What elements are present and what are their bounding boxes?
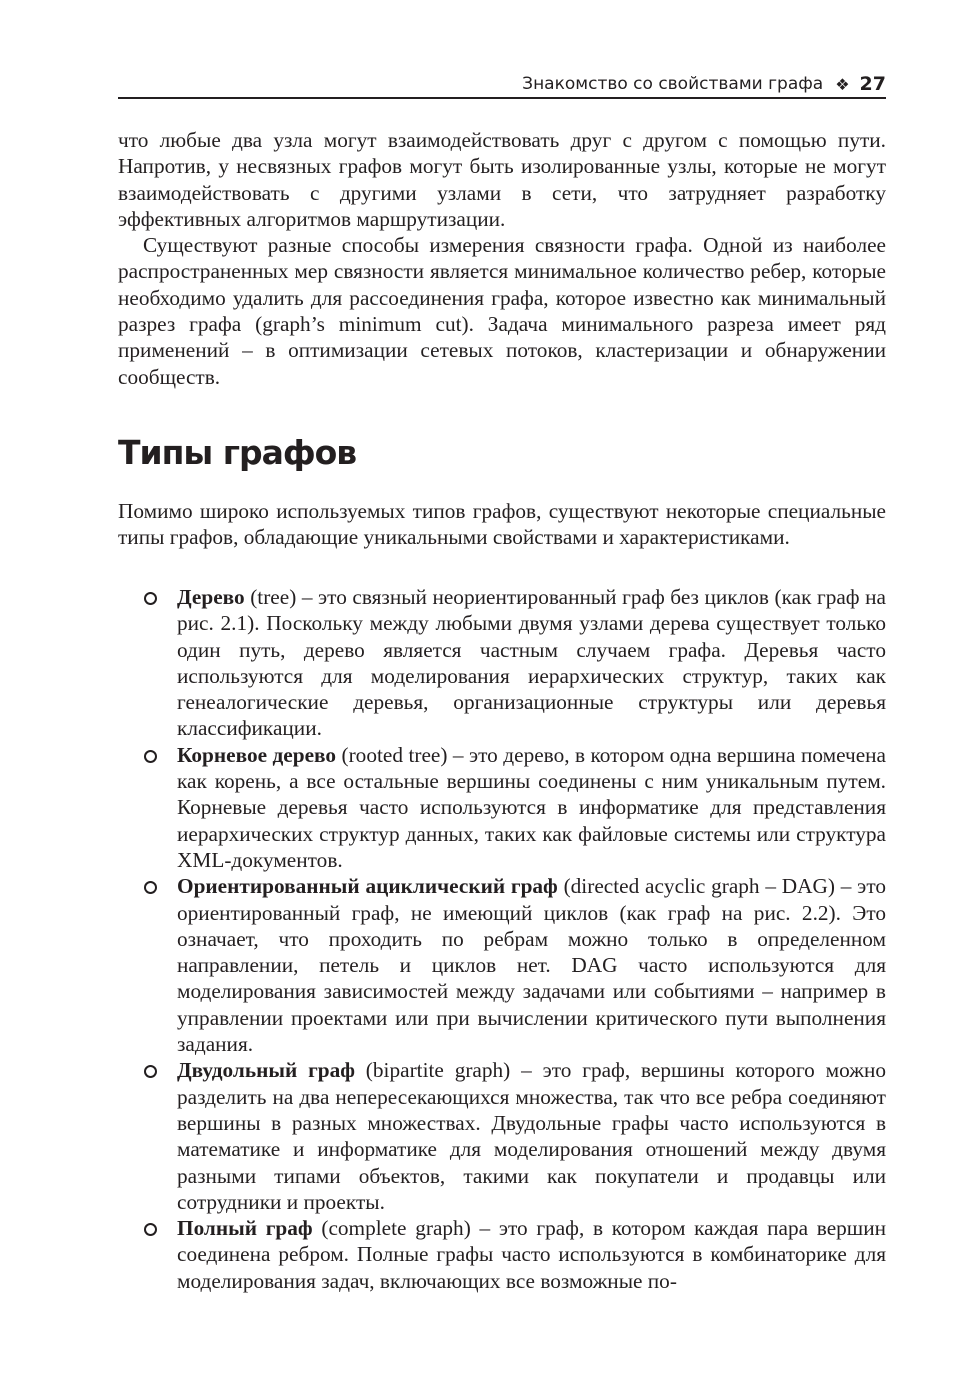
- definition: (tree) – это связный неориентированный граф без циклов (как граф на рис. 2.1). Поскольку между любыми двумя узлами дерева существует только один путь, дерево является частным случаем графа. Деревья часто используются для моделирования иерархических структур, таких как генеалогические деревья, организационные структуры или деревья классификации.: [177, 585, 886, 741]
- circle-bullet-icon: [144, 592, 157, 605]
- page-number: 27: [859, 73, 886, 95]
- graph-types-list: [118, 584, 886, 1294]
- term: Дерево: [177, 585, 245, 609]
- circle-bullet-icon: [144, 1065, 157, 1078]
- list-item: [118, 1215, 886, 1294]
- definition: (directed acyclic graph – DAG) – это ориентированный граф, не имеющий циклов (как граф на рис. 2.2). Это означает, что проходить по ребрам можно только в определенном направлении, петель и циклов нет. DAG часто используются для моделирования зависимостей между задачами или событиями – например в управлении проектами или при вычислении критического пути выполнения задания.: [177, 874, 886, 1057]
- circle-bullet-icon: [144, 881, 157, 894]
- definition: (complete graph) – это граф, в котором каждая пара вершин соединена ребром. Полные графы часто используются в комбинаторике для моделирования задач, включающих все возможные по-: [177, 1216, 886, 1293]
- definition: (rooted tree) – это дерево, в котором одна вершина помечена как корень, а все остальные вершины соединены с ним уникальным путем. Корневые деревья часто используются в информатике для представления иерархических структур данных, таких как файловые системы или структура XML-документов.: [177, 742, 887, 872]
- running-header: [118, 70, 886, 98]
- intro-paragraph-2: Существуют разные способы измерения связности графа. Одной из наиболее распространенных мер связности является минимальное количество ребер, которые необходимо удалить для рассоединения графа, которое известно как минимальный разрез графа (graph’s minimum cut). Задача минимального разреза имеет ряд применений – в оптимизации сетевых потоков, кластеризации и обнаружении сообществ.: [118, 233, 886, 389]
- term: Ориентированный ациклический граф: [177, 874, 558, 899]
- chapter-title: Знакомство со свойствами графа: [522, 74, 824, 94]
- header-rule: [118, 97, 886, 99]
- circle-bullet-icon: [144, 750, 157, 763]
- section-lead: [118, 498, 886, 551]
- section-lead-paragraph: Помимо широко используемых типов графов, существуют некоторые специальные типы графов, обладающие уникальными свойствами и характеристиками.: [118, 499, 886, 550]
- circle-bullet-icon: [144, 1223, 157, 1236]
- ornament-icon: ❖: [835, 74, 850, 94]
- list-item: [118, 584, 886, 742]
- section-heading: Типы графов: [118, 433, 357, 472]
- list-item: [118, 742, 886, 873]
- definition: (bipartite graph) – это граф, вершины которого можно разделить на два непересекающихся множества, так что все ребра соединяют вершины в разных множествах. Двудольные графы часто используются в математике и информатике для моделирования отношений между двумя разными типами объектов, такими как покупатели и продавцы или сотрудники и проекты.: [177, 1058, 886, 1214]
- list-item: [118, 1057, 886, 1215]
- intro-paragraph-1: что любые два узла могут взаимодействовать друг с другом с помощью пути. Напротив, у несвязных графов могут быть изолированные узлы, которые не могут взаимодействовать с другими узлами в сети, что затрудняет разработку эффективных алгоритмов маршрутизации.: [118, 128, 886, 231]
- intro-text: [118, 127, 886, 390]
- term: Полный граф: [177, 1216, 313, 1241]
- term: Корневое дерево: [177, 742, 337, 767]
- term: Двудольный граф: [177, 1058, 355, 1083]
- list-item: [118, 873, 886, 1057]
